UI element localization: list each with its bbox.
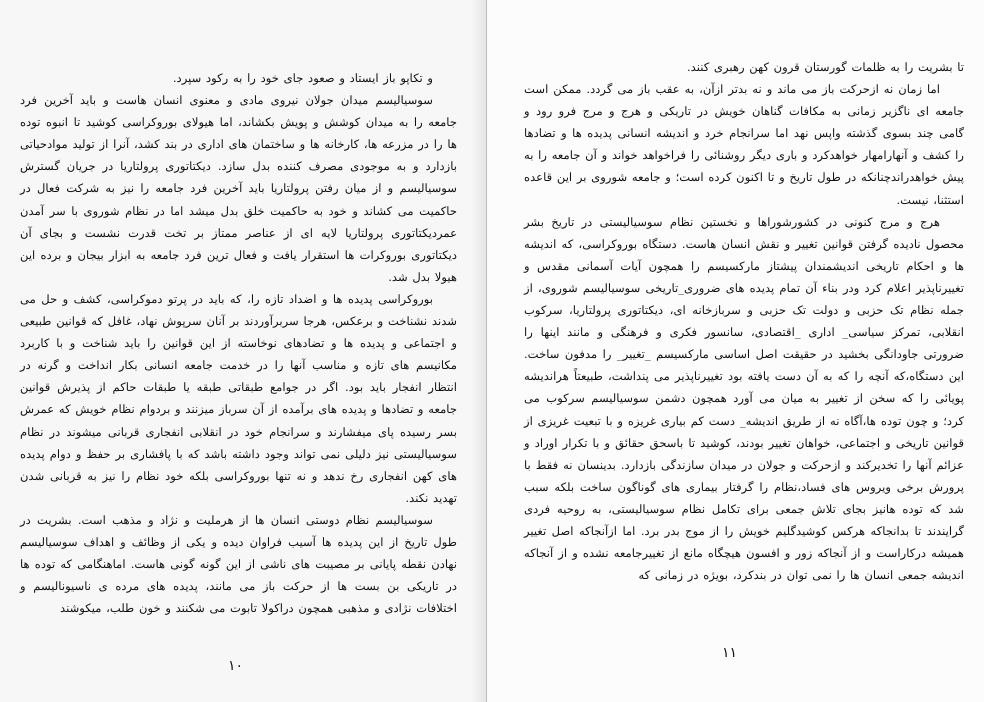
paragraph: سوسیالیسم میدان جولان نیروی مادی و معنوی انسان هاست و باید آخرین فرد جامعه را به میدان کوشش و پویش بکشاند، اما هیولای بوروکراسی کوشید تا انبوه توده ها را در مزرعه ها، کارخانه ها و ساختمان های اداری در بند کشد، آنرا از تولید موادحیاتی بازدارد و به موجودی مصرف کننده بدل سازد. دیکتاتوری پرولتاریا در جریان گسترش سوسیالیسم و از میان رفتن پرولتاریا باید آخرین فرد جامعه را نیز به شرکت فعال در حاکمیت می کشاند و خود به حاکمیت خلق بدل میشد اما در نظام شوروی با سر آمدن عمردیکتاتوری پرولتاریا لایه ای از عناصر ممتاز بر تخت قدرت نشست و بجای آن دیکتاتوری بوروکرات ها استقرار یافت و فعال ترین فرد جامعه به ابزار بیجان و برده این هیولا بدل شد. (20, 93, 457, 284)
left-page-text (20, 67, 457, 619)
left-page (0, 0, 487, 702)
paragraph: و تکاپو باز ایستاد و صعود جای خود را به رکود سپرد. (172, 71, 433, 85)
right-page-text (524, 56, 964, 586)
gutter-shadow (470, 0, 486, 702)
paragraph: تا بشریت را به ظلمات گورستان قرون کهن رهبری کنند. (686, 60, 964, 74)
paragraph: اما زمان نه ازحرکت باز می ماند و نه بدتر ازآن، به عقب باز می گردد. ممکن است جامعه ای ناگزیر زمانی به مکافات گناهان خویش در تاریکی و هرج و مرج فرو رود و گامی چند بسوی گذشته واپس نهد اما سرانجام خرد و اندیشه انسانی پدیده ها و تضادها را کشف و آنهارامهار خواهدکرد و باری دیگر روشنائی را فراخواهد خواند و آن جامعه را به پیش خواهدراندچنانکه در طول تاریخ و تا اکنون کرده است؛ و جامعه شوروی بر این قاعده استثنا، نیست. (524, 82, 964, 207)
right-page (487, 0, 984, 702)
page-number: ۱۱ (722, 645, 738, 661)
paragraph: بوروکراسی پدیده ها و اضداد تازه را، که باید در پرتو دموکراسی، کشف و حل می شدند نشناخت و برعکس، هرجا سربرآوردند بر آنان سرپوش نهاد، غافل که قوانین طبیعی و اجتماعی و پدیده ها و تضادهای نوخاسته از این قوانین را باید شناخت و با کاربرد مکانیسم های تازه و مناسب آنها را در خدمت جامعه انسانی بکار انداخت و گرنه در انتظار انفجار باید بود. اگر در جوامع طبقاتی طبقه یا طبقات حاکم از پذیرش قوانین جامعه و تضادها و پدیده های برآمده از آن سرباز میزنند و بردوام نظام خویش که عمرش بسر رسیده پای میفشارند و سرانجام خود در انقلابی انفجاری قربانی میشوند در نظام سوسیالیستی نیز دلیلی نمی تواند وجود داشته باشد که با پافشاری بر حفظ و دوام پدیده های کهن انفجاری رخ ندهد و نه تنها بوروکراسی بلکه خود نظام را نیز به قربانی شدن تهدید نکند. (20, 291, 457, 505)
paragraph: سوسیالیسم نظام دوستی انسان ها از هرملیت و نژاد و مذهب است. بشریت در طول تاریخ از این پدیده ها آسیب فراوان دیده و یکی از وظائف و اهداف سوسیالیسم نهادن نقطه پایانی بر مصیبت های ناشی از این گونه گونی هاست. اماهنگامی که توده ها در تاریکی بن بست ها از حرکت باز می مانند، پدیده های مرده ی ناسیونالیسم و اختلافات نژادی و مذهبی همچون دراکولا تابوت می شکنند و خون طلب، میکوشند (20, 512, 457, 616)
paragraph: هرج و مرج کنونی در کشورشوراها و نخستین نظام سوسیالیستی در تاریخ بشر محصول نادیده گرفتن قوانین تغییر و نقش انسان هاست. دستگاه بوروکراسی، که اندیشه ها و احکام تاریخی اندیشمندان پیشتاز مارکسیسم را همچون آیات آسمانی مقدس و تغییرناپذیر اعلام کرد ودر بناء آن تمام پدیده های ضروری_تاریخی سوسیالیسم شوروی، از جمله نظام تک حزبی و دولت تک حزبی و سربازخانه ای، دیکتاتوری پرولتاریا، سرکوب انقلابی، تمرکز سیاسی_ اداری _اقتصادی، سانسور فکری و فرهنگی و مانند اینها را ضرورتی جاودانگی بخشید در حقیقت اصل اساسی مارکسیسم _تغییر_ را مدفون ساخت. این دستگاه،که آنچه را که به آن دست یافته بود تغییرناپذیر می پنداشت، طبیعتاً هراندیشه پویائی را که سخن از تغییر به میان می آورد همچون دشمن سوسیالیسم سرکوب می کرد؛ و چون توده ها،آگاه نه از طریق اندیشه_ دست کم بیاری غریزه و با تبعیت غریزی از قوانین تاریخی و اجتماعی، خواهان تغییر بودند، کوشید تا باسحق حقائق و با تکرار اوراد و عزائم آنها را تخدیرکند و ازحرکت و جولان در میدان سازندگی بازدارد. بدینسان نه فقط با پرورش برخی ویروس های فساد،نظام را گرفتار بیماری های گوناگون ساخت بلکه سبب شد که توده هانیز بجای تلاش جمعی برای تکامل نظام سوسیالیستی، به روحیه فردی گرایندند تا بدانجاکه هرکس کوشیدگلیم خویش را از موج بدر برد. اما ازآنجاکه اصل تغییر همیشه درکاراست و از آنجاکه زور و افسون هیچگاه مانع از تغییرجامعه نشده و از آنجاکه اندیشه جمعی انسان ها را نمی توان در بندکرد، بویژه در زمانی که (524, 214, 964, 583)
page-number: ۱۰ (228, 658, 244, 674)
